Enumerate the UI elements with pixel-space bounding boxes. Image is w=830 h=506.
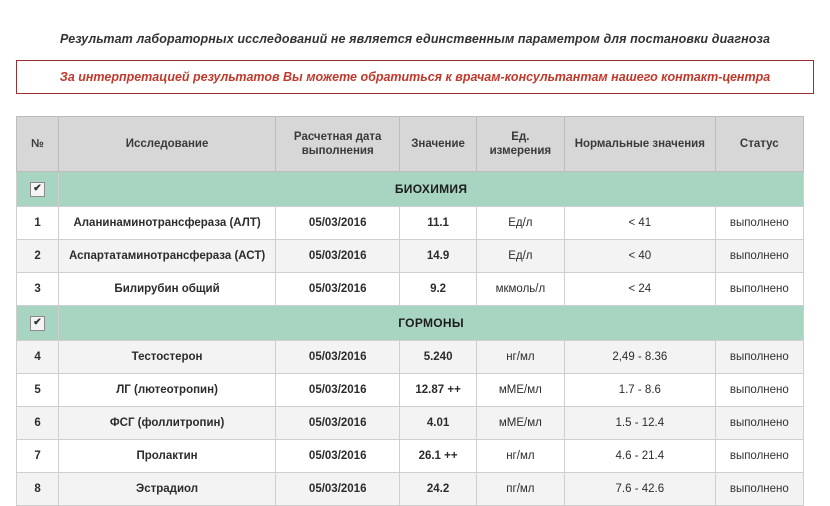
cell-number: 1	[17, 207, 59, 240]
cell-status: выполнено	[715, 273, 803, 306]
cell-date: 05/03/2016	[275, 341, 399, 374]
cell-norm: < 40	[565, 240, 716, 273]
cell-unit: мМЕ/мл	[476, 374, 564, 407]
header-date: Расчетная дата выполнения	[275, 117, 399, 172]
cell-status: выполнено	[715, 207, 803, 240]
cell-study: ФСГ (фоллитропин)	[59, 407, 276, 440]
cell-norm: 7.6 - 42.6	[565, 473, 716, 506]
cell-value: 14.9	[400, 240, 476, 273]
cell-date: 05/03/2016	[275, 407, 399, 440]
cell-date: 05/03/2016	[275, 473, 399, 506]
table-row	[17, 341, 804, 374]
cell-unit: нг/мл	[476, 440, 564, 473]
cell-unit: нг/мл	[476, 341, 564, 374]
cell-date: 05/03/2016	[275, 374, 399, 407]
cell-status: выполнено	[715, 374, 803, 407]
group-checkbox-cell[interactable]	[17, 306, 59, 341]
header-status: Статус	[715, 117, 803, 172]
cell-value: 4.01	[400, 407, 476, 440]
cell-number: 8	[17, 473, 59, 506]
cell-norm: 1.5 - 12.4	[565, 407, 716, 440]
consultation-notice-box	[16, 60, 814, 94]
checkbox-checked-icon[interactable]: ✔	[30, 316, 45, 331]
cell-status: выполнено	[715, 407, 803, 440]
cell-study: Пролактин	[59, 440, 276, 473]
cell-value: 24.2	[400, 473, 476, 506]
cell-norm: < 24	[565, 273, 716, 306]
group-title: ГОРМОНЫ	[59, 306, 804, 341]
consultation-notice-text: За интерпретацией результатов Вы можете обратиться к врачам-консультантам нашего контакт-центра	[59, 70, 771, 84]
table-header-row	[17, 117, 804, 172]
cell-status: выполнено	[715, 341, 803, 374]
cell-value: 5.240	[400, 341, 476, 374]
header-unit: Ед. измерения	[476, 117, 564, 172]
header-number: №	[17, 117, 59, 172]
cell-study: ЛГ (лютеотропин)	[59, 374, 276, 407]
table-row	[17, 473, 804, 506]
cell-date: 05/03/2016	[275, 207, 399, 240]
cell-study: Билирубин общий	[59, 273, 276, 306]
cell-norm: 2,49 - 8.36	[565, 341, 716, 374]
header-study: Исследование	[59, 117, 276, 172]
cell-unit: мкмоль/л	[476, 273, 564, 306]
cell-study: Эстрадиол	[59, 473, 276, 506]
cell-number: 5	[17, 374, 59, 407]
cell-study: Тестостерон	[59, 341, 276, 374]
lab-results-table	[16, 116, 804, 506]
cell-norm: < 41	[565, 207, 716, 240]
checkbox-checked-icon[interactable]: ✔	[30, 182, 45, 197]
cell-number: 6	[17, 407, 59, 440]
group-title: БИОХИМИЯ	[59, 172, 804, 207]
cell-date: 05/03/2016	[275, 440, 399, 473]
group-checkbox-cell[interactable]	[17, 172, 59, 207]
cell-value: 9.2	[400, 273, 476, 306]
cell-study: Аспартатаминотрансфераза (АСТ)	[59, 240, 276, 273]
cell-number: 4	[17, 341, 59, 374]
cell-unit: пг/мл	[476, 473, 564, 506]
table-row	[17, 407, 804, 440]
group-header-row	[17, 172, 804, 207]
cell-number: 7	[17, 440, 59, 473]
header-norm: Нормальные значения	[565, 117, 716, 172]
table-row	[17, 440, 804, 473]
cell-norm: 1.7 - 8.6	[565, 374, 716, 407]
cell-date: 05/03/2016	[275, 240, 399, 273]
cell-value: 12.87 ++	[400, 374, 476, 407]
cell-status: выполнено	[715, 440, 803, 473]
cell-number: 2	[17, 240, 59, 273]
cell-norm: 4.6 - 21.4	[565, 440, 716, 473]
table-row	[17, 240, 804, 273]
cell-status: выполнено	[715, 240, 803, 273]
cell-value: 26.1 ++	[400, 440, 476, 473]
header-value: Значение	[400, 117, 476, 172]
cell-unit: Ед/л	[476, 207, 564, 240]
table-row	[17, 273, 804, 306]
cell-study: Аланинаминотрансфераза (АЛТ)	[59, 207, 276, 240]
cell-unit: Ед/л	[476, 240, 564, 273]
cell-value: 11.1	[400, 207, 476, 240]
table-body	[17, 172, 804, 506]
group-header-row	[17, 306, 804, 341]
cell-unit: мМЕ/мл	[476, 407, 564, 440]
table-row	[17, 374, 804, 407]
disclaimer-text: Результат лабораторных исследований не является единственным параметром для постановки диагноза	[59, 32, 771, 46]
table-row	[17, 207, 804, 240]
cell-status: выполнено	[715, 473, 803, 506]
cell-date: 05/03/2016	[275, 273, 399, 306]
cell-number: 3	[17, 273, 59, 306]
